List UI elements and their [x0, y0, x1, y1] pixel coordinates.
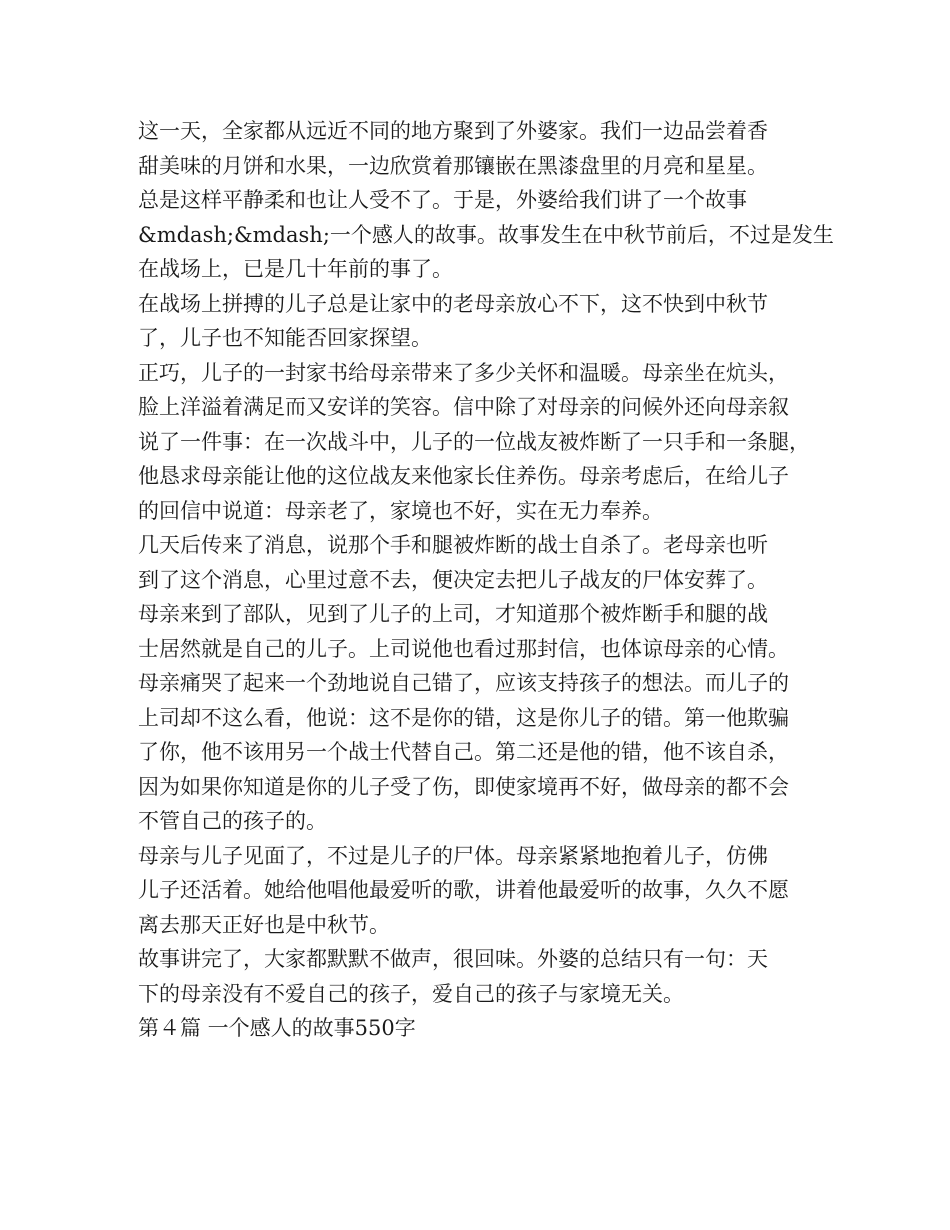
text-line: 母亲来到了部队，见到了儿子的上司，才知道那个被炸断手和腿的战	[138, 602, 768, 626]
text-line: 因为如果你知道是你的儿子受了伤，即使家境再不好，做母亲的都不会	[138, 774, 789, 799]
text-line: 在战场上拼搏的儿子总是让家中的老母亲放心不下，这不快到中秋节	[138, 291, 768, 316]
paragraph	[138, 1011, 828, 1046]
paragraph	[138, 597, 828, 839]
text-line: 士居然就是自己的儿子。上司说他也看过那封信，也体谅母亲的心情。	[138, 636, 789, 661]
paragraph	[138, 356, 828, 529]
text-line: 甜美味的月饼和水果，一边欣赏着那镶嵌在黑漆盘里的月亮和星星。	[138, 153, 768, 178]
paragraph	[138, 942, 828, 1011]
paragraph	[138, 183, 834, 287]
document-body	[138, 114, 834, 1046]
paragraph	[138, 287, 828, 356]
text-line: &mdash;&mdash;一个感人的故事。故事发生在中秋节前后，不过是发生	[138, 222, 834, 247]
paragraph	[138, 114, 828, 183]
text-line: 母亲痛哭了起来一个劲地说自己错了，应该支持孩子的想法。而儿子的	[138, 671, 789, 695]
text-line: 在战场上，已是几十年前的事了。	[138, 257, 453, 281]
text-line: 他恳求母亲能让他的这位战友来他家长住养伤。母亲考虑后，在给儿子	[138, 464, 789, 488]
paragraph	[138, 839, 828, 943]
text-line: 第４篇 一个感人的故事550字	[138, 1016, 416, 1040]
text-line: 故事讲完了，大家都默默不做声，很回味。外婆的总结只有一句：天	[138, 947, 768, 971]
text-line: 母亲与儿子见面了，不过是儿子的尸体。母亲紧紧地抱着儿子，仿佛	[138, 843, 768, 868]
text-line: 儿子还活着。她给他唱他最爱听的歌，讲着他最爱听的故事，久久不愿	[138, 878, 789, 902]
text-line: 说了一件事：在一次战斗中，儿子的一位战友被炸断了一只手和一条腿，	[138, 429, 810, 454]
text-line: 了你，他不该用另一个战士代替自己。第二还是他的错，他不该自杀，	[138, 740, 789, 764]
text-line: 上司却不这么看，他说：这不是你的错，这是你儿子的错。第一他欺骗	[138, 705, 789, 730]
paragraph	[138, 528, 828, 597]
text-line: 脸上洋溢着满足而又安详的笑容。信中除了对母亲的问候外还向母亲叙	[138, 395, 789, 419]
text-line: 离去那天正好也是中秋节。	[138, 912, 390, 937]
text-line: 到了这个消息，心里过意不去，便决定去把儿子战友的尸体安葬了。	[138, 567, 768, 592]
text-line: 总是这样平静柔和也让人受不了。于是，外婆给我们讲了一个故事	[138, 188, 747, 212]
text-line: 的回信中说道：母亲老了，家境也不好，实在无力奉养。	[138, 498, 663, 523]
text-line: 了，儿子也不知能否回家探望。	[138, 326, 432, 350]
text-line: 这一天，全家都从远近不同的地方聚到了外婆家。我们一边品尝着香	[138, 119, 768, 143]
text-line: 不管自己的孩子的。	[138, 809, 327, 833]
text-line: 正巧，儿子的一封家书给母亲带来了多少关怀和温暖。母亲坐在炕头，	[138, 360, 789, 385]
text-line: 下的母亲没有不爱自己的孩子，爱自己的孩子与家境无关。	[138, 981, 684, 1006]
text-line: 几天后传来了消息，说那个手和腿被炸断的战士自杀了。老母亲也听	[138, 533, 768, 557]
